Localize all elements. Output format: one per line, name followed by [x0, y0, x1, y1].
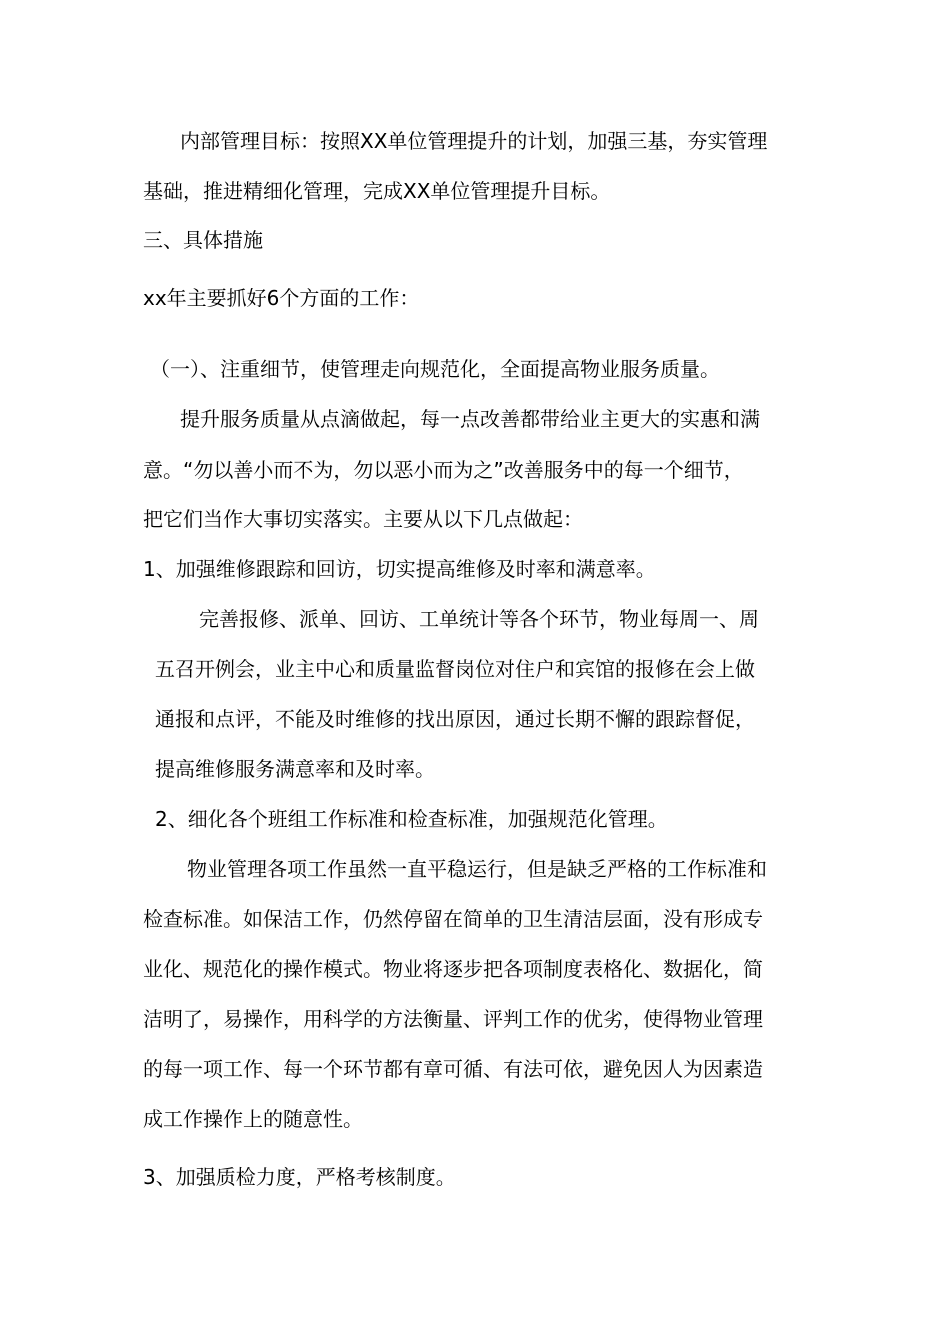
paragraph-line: 把它们当作大事切实落实。主要从以下几点做起：: [143, 507, 583, 531]
list-item-heading: 2、细化各个班组工作标准和检查标准，加强规范化管理。: [155, 807, 668, 831]
section-heading: 三、具体措施: [143, 228, 263, 252]
paragraph-line: 成工作操作上的随意性。: [143, 1107, 363, 1131]
paragraph-line: 内部管理目标：按照XX单位管理提升的计划，加强三基，夯实管理: [180, 129, 768, 153]
paragraph-line: 提升服务质量从点滴做起，每一点改善都带给业主更大的实惠和满: [180, 407, 760, 431]
paragraph-line: 五召开例会，业主中心和质量监督岗位对住户和宾馆的报修在会上做: [155, 657, 755, 681]
paragraph-line: xx年主要抓好6个方面的工作：: [143, 286, 420, 310]
subsection-heading: （一）、注重细节，使管理走向规范化，全面提高物业服务质量。: [150, 357, 720, 381]
list-item-heading: 3、加强质检力度，严格考核制度。: [143, 1165, 456, 1189]
paragraph-line: 的每一项工作、每一个环节都有章可循、有法可依，避免因人为因素造: [143, 1057, 763, 1081]
list-item-heading: 1、加强维修跟踪和回访，切实提高维修及时率和满意率。: [143, 557, 656, 581]
paragraph-line: 基础，推进精细化管理，完成XX单位管理提升目标。: [143, 179, 611, 203]
paragraph-line: 完善报修、派单、回访、工单统计等各个环节，物业每周一、周: [199, 607, 759, 631]
paragraph-line: 提高维修服务满意率和及时率。: [155, 757, 435, 781]
paragraph-line: 意。“勿以善小而不为，勿以恶小而为之”改善服务中的每一个细节，: [143, 458, 744, 482]
paragraph-line: 通报和点评，不能及时维修的找出原因，通过长期不懈的跟踪督促，: [155, 707, 755, 731]
paragraph-line: 洁明了，易操作，用科学的方法衡量、评判工作的优劣，使得物业管理: [143, 1007, 763, 1031]
paragraph-line: 业化、规范化的操作模式。物业将逐步把各项制度表格化、数据化，简: [143, 957, 763, 981]
paragraph-line: 检查标准。如保洁工作，仍然停留在简单的卫生清洁层面，没有形成专: [143, 907, 763, 931]
paragraph-line: 物业管理各项工作虽然一直平稳运行，但是缺乏严格的工作标准和: [187, 857, 767, 881]
